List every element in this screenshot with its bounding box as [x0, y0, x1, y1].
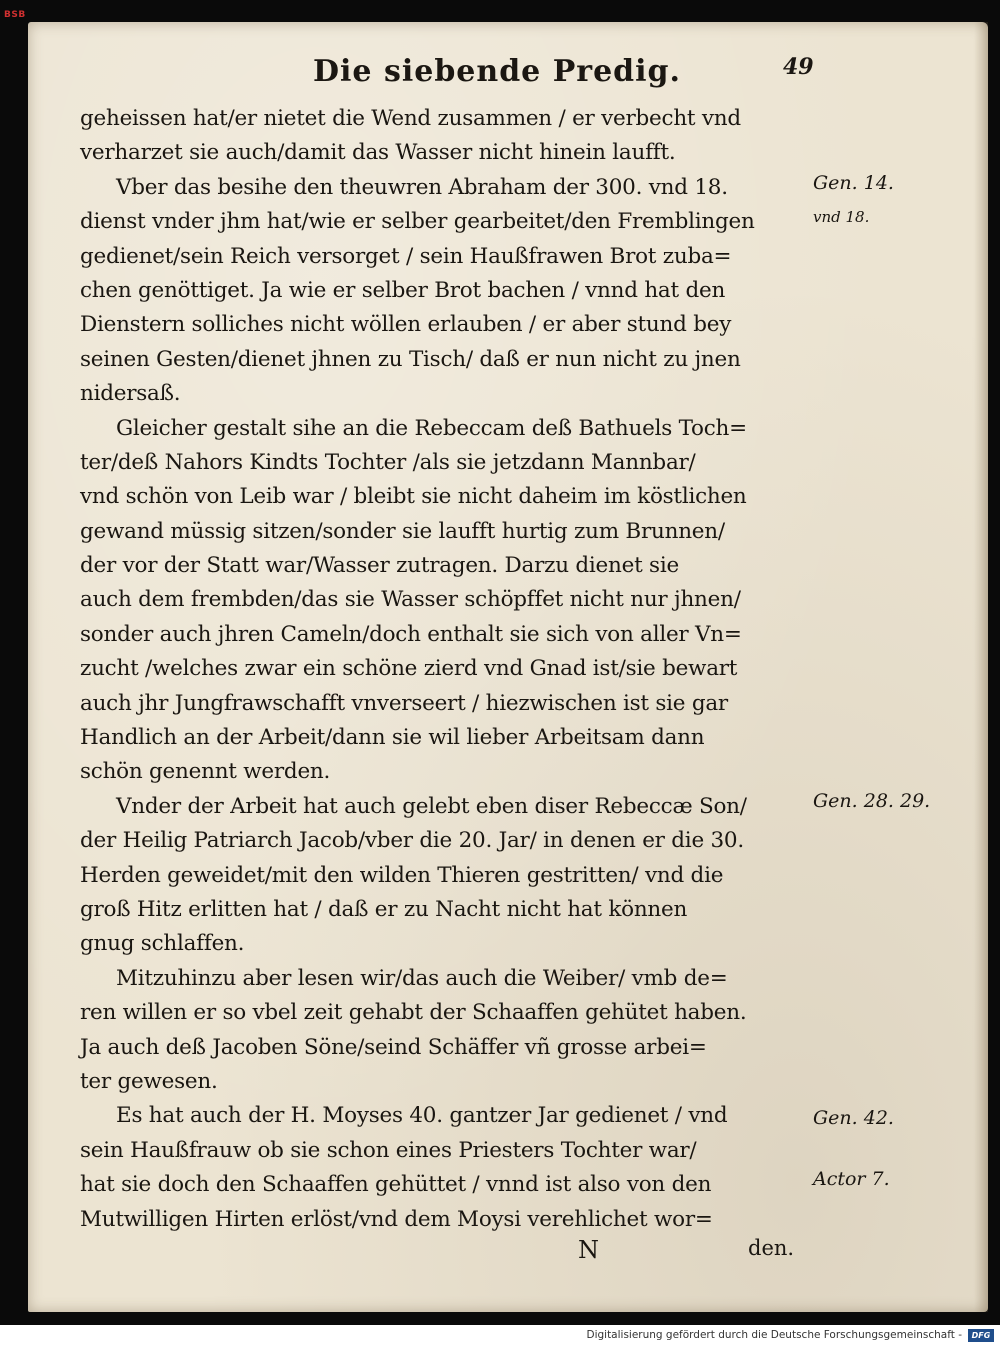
margin-note: Gen. 14. — [813, 172, 894, 194]
page-edge — [974, 22, 988, 1312]
text-line: Handlich an der Arbeit/dann sie wil lieber Arbeitsam dann — [80, 725, 705, 751]
text-line: ren willen er so vbel zeit gehabt der Schaaffen gehütet haben. — [80, 1000, 747, 1026]
text-line: Ja auch deß Jacoben Söne/seind Schäffer vñ grosse arbei= — [80, 1034, 707, 1060]
text-line: groß Hitz erlitten hat / daß er zu Nacht nicht hat können — [80, 896, 688, 922]
text-line: sein Haußfrauw ob sie schon eines Priesters Tochter war/ — [80, 1137, 697, 1163]
footer-credit: Digitalisierung gefördert durch die Deutsche Forschungsgemeinschaft - — [586, 1329, 962, 1341]
text-line: Gleicher gestalt sihe an die Rebeccam deß Bathuels Toch= — [116, 415, 747, 441]
text-line: Dienstern solliches nicht wöllen erlauben / er aber stund bey — [80, 312, 732, 338]
body-text — [80, 102, 820, 1237]
text-line: ter gewesen. — [80, 1068, 218, 1094]
text-line: Herden geweidet/mit den wilden Thieren gestritten/ vnd die — [80, 862, 724, 888]
text-line: dienst vnder jhm hat/wie er selber gearbeitet/den Fremblingen — [80, 209, 755, 235]
text-line: sonder auch jhren Cameln/doch enthalt sie sich von aller Vn= — [80, 621, 742, 647]
text-line: geheissen hat/er nietet die Wend zusammen / er verbecht vnd — [80, 106, 741, 131]
text-line: der Heilig Patriarch Jacob/vber die 20. Jar/ in denen er die 30. — [80, 828, 744, 854]
text-line: Mitzuhinzu aber lesen wir/das auch die Weiber/ vmb de= — [116, 965, 728, 991]
running-head: Die siebende Predig. — [313, 54, 681, 89]
text-line: zucht /welches zwar ein schöne zierd vnd Gnad ist/sie bewart — [80, 656, 738, 682]
bsb-logo: BSB — [4, 10, 26, 20]
book-page — [28, 22, 988, 1312]
text-line: hat sie doch den Schaaffen gehüttet / vnnd ist also von den — [80, 1172, 712, 1198]
text-line: Es hat auch der H. Moyses 40. gantzer Jar gedienet / vnd — [116, 1103, 728, 1129]
catchword: den. — [748, 1236, 795, 1260]
footer-bar — [0, 1325, 1000, 1347]
text-line: gedienet/sein Reich versorget / sein Haußfrawen Brot zuba= — [80, 243, 732, 269]
margin-note: vnd 18. — [813, 208, 870, 226]
text-line: Vnder der Arbeit hat auch gelebt eben diser Rebeccæ Son/ — [116, 793, 747, 819]
text-line: auch jhr Jungfrawschafft vnverseert / hiezwischen ist sie gar — [80, 690, 728, 716]
page-number: 49 — [783, 54, 814, 80]
text-line: gewand müssig sitzen/sonder sie laufft hurtig zum Brunnen/ — [80, 518, 725, 544]
dfg-logo: DFG — [968, 1329, 994, 1342]
text-line: gnug schlaffen. — [80, 931, 245, 957]
text-line: der vor der Statt war/Wasser zutragen. Darzu dienet sie — [80, 553, 679, 579]
text-line: Mutwilligen Hirten erlöst/vnd dem Moysi verehlichet wor= — [80, 1206, 713, 1232]
text-line: Vber das besihe den theuwren Abraham der 300. vnd 18. — [116, 174, 728, 200]
text-line: auch dem frembden/das sie Wasser schöpffet nicht nur jhnen/ — [80, 587, 741, 613]
text-line: schön genennt werden. — [80, 759, 331, 785]
margin-note: Gen. 42. — [813, 1107, 894, 1129]
text-line: chen genöttiget. Ja wie er selber Brot bachen / vnnd hat den — [80, 277, 726, 303]
text-line: vnd schön von Leib war / bleibt sie nicht daheim im köstlichen — [80, 484, 747, 510]
margin-note: Gen. 28. 29. — [813, 790, 931, 812]
signature-mark: N — [578, 1236, 599, 1264]
text-line: nidersaß. — [80, 381, 181, 407]
margin-note: Actor 7. — [813, 1168, 890, 1190]
text-line: seinen Gesten/dienet jhnen zu Tisch/ daß er nun nicht zu jnen — [80, 346, 741, 372]
text-line: verharzet sie auch/damit das Wasser nicht hinein laufft. — [80, 140, 676, 166]
text-line: ter/deß Nahors Kindts Tochter /als sie jetzdann Mannbar/ — [80, 449, 696, 475]
